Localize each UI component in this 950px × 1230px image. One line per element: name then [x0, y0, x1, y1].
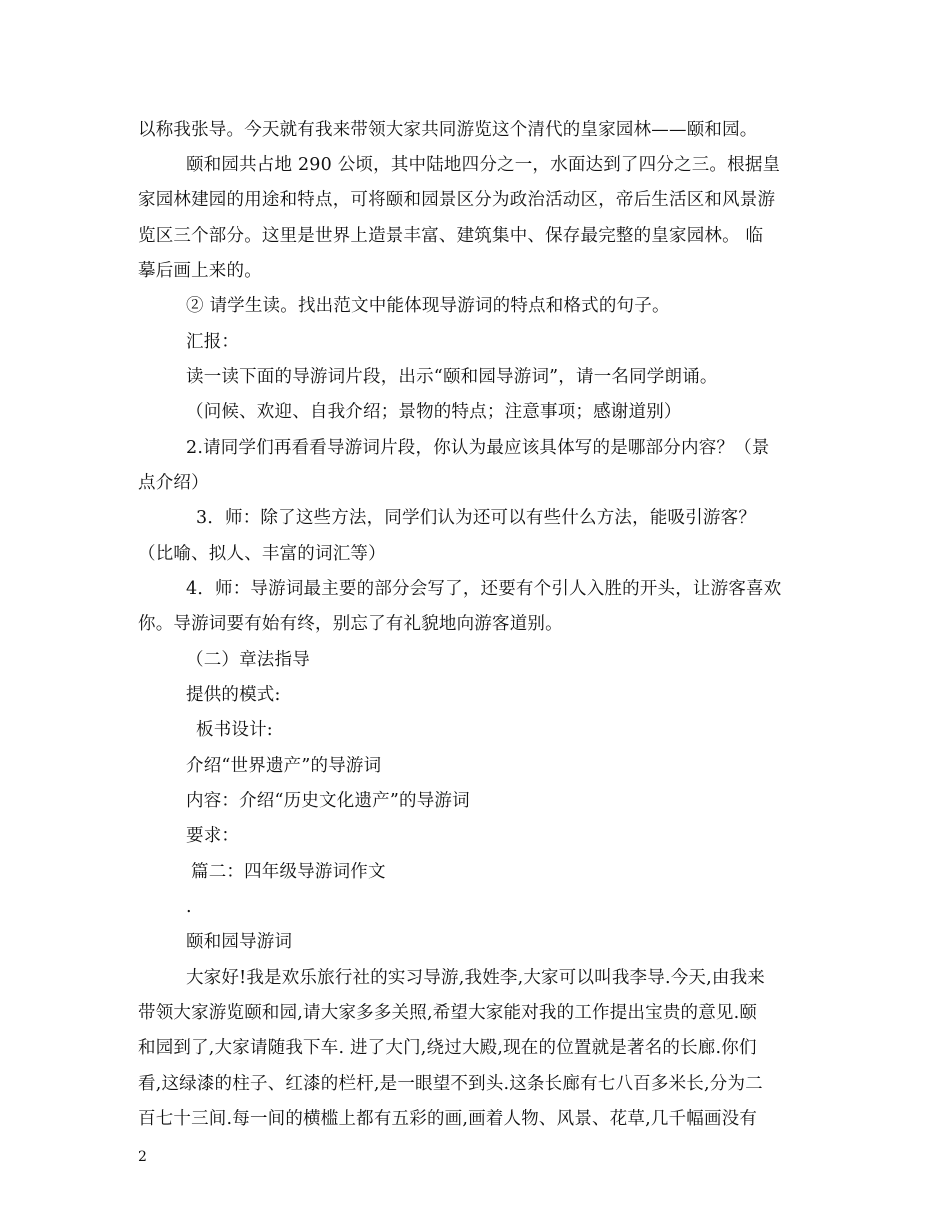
text-line: ② 请学生读。找出范文中能体现导游词的特点和格式的句子。 [186, 296, 670, 316]
text-line: 以称我张导。今天就有我来带领大家共同游览这个清代的皇家园林——颐和园。 [138, 120, 758, 140]
text-line: 带领大家游览颐和园,请大家多多关照,希望大家能对我的工作提出宝贵的意见.颐 [138, 1003, 758, 1023]
text-line: 摹后画上来的。 [138, 261, 262, 281]
section-heading: （二）章法指导 [186, 650, 310, 670]
text-line: 家园林建园的用途和特点，可将颐和园景区分为政治活动区，帝后生活区和风景游 [138, 190, 776, 210]
text-line: 大家好!我是欢乐旅行社的实习导游,我姓李,大家可以叫我李导.今天,由我来 [186, 968, 765, 988]
text-line: 4．师：导游词最主要的部分会写了，还要有个引人入胜的开头，让游客喜欢 [186, 579, 782, 599]
text-line: 读一读下面的导游词片段，出示“颐和园导游词”，请一名同学朗诵。 [186, 367, 718, 387]
text-line: （比喻、拟人、丰富的词汇等） [138, 544, 386, 564]
text-line: 看,这绿漆的柱子、红漆的栏杆,是一眼望不到头.这条长廊有七八百多米长,分为二 [138, 1074, 763, 1094]
text-line: 点介绍） [138, 473, 209, 493]
text-line: （问候、欢迎、自我介绍；景物的特点；注意事项；感谢道别） [186, 402, 682, 422]
text-line: . [186, 897, 192, 917]
text-line: 和园到了,大家请随我下车. 进了大门,绕过大殿,现在的位置就是著名的长廊.你们 [138, 1038, 757, 1058]
text-line: 汇报： [186, 332, 240, 352]
text-line: 你。导游词要有始有终，别忘了有礼貌地向游客道别。 [138, 614, 563, 634]
essay-title: 颐和园导游词 [186, 932, 293, 952]
text-line: 介绍“世界遗产”的导游词 [186, 756, 382, 776]
page-number: 2 [138, 1149, 147, 1165]
text-line: 板书设计: [196, 720, 273, 740]
text-line: 内容：介绍“历史文化遗产”的导游词 [186, 791, 470, 811]
text-line: 览区三个部分。这里是世界上造景丰富、建筑集中、保存最完整的皇家园林。 临 [138, 226, 764, 246]
text-line: 百七十三间.每一间的横槛上都有五彩的画,画着人物、风景、花草,几千幅画没有 [138, 1109, 758, 1129]
text-line: 颐和园共占地 290 公顷，其中陆地四分之一，水面达到了四分之三。根据皇 [186, 155, 781, 175]
text-line: 2.请同学们再看看导游词片段，你认为最应该具体写的是哪部分内容？（景 [186, 438, 770, 458]
text-line: 提供的模式: [186, 685, 281, 705]
text-line: 要求： [186, 826, 240, 846]
text-line: 3．师：除了这些方法，同学们认为还可以有些什么方法，能吸引游客？ [196, 508, 757, 528]
section-heading: 篇二：四年级导游词作文 [191, 862, 386, 882]
